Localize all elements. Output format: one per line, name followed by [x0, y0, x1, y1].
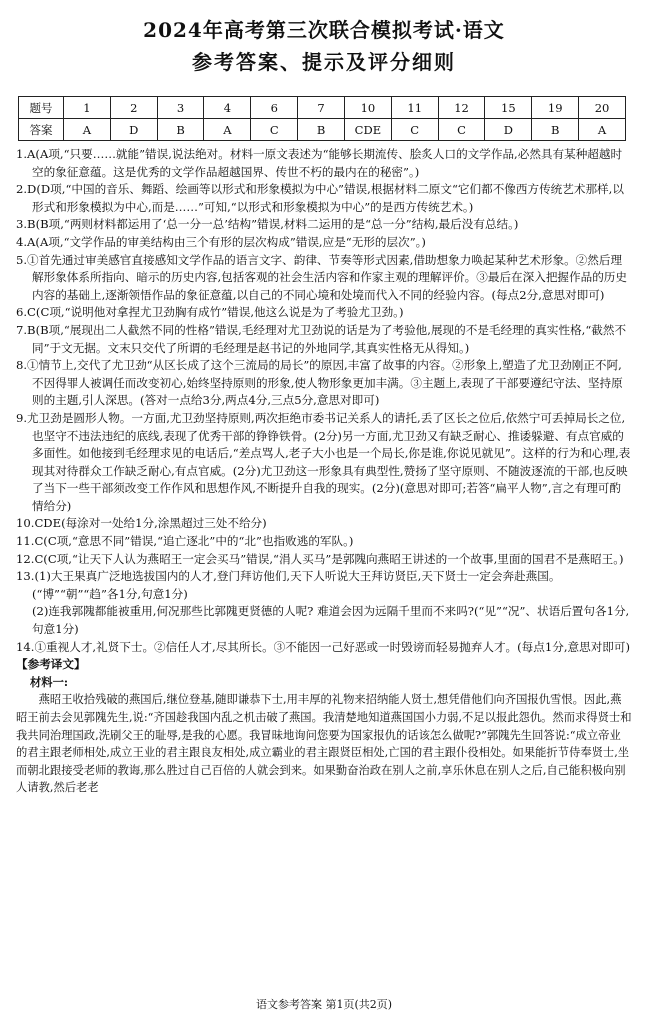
table-cell: 2 [110, 97, 157, 119]
table-cell: B [157, 119, 204, 141]
answer-item-8: 8.①情节上,交代了尤卫劲“从区长成了这个三流局的局长”的原因,丰富了故事的内容。②形象上,塑造了尤卫劲刚正不阿,不因得罪人被调任而改变初心,始终坚持原则的形象,使人物形象更加丰满。③主题上,表现了干部要遵纪守法、坚持原则的主题,引人深思。(答对一点给3分,两点4分,三点5分,意思对即可) [16, 358, 623, 408]
table-cell: 20 [579, 97, 626, 119]
answer-item-6: 6.C(C项,“说明他对拿捏尤卫劲胸有成竹”错误,他这么说是为了考验尤卫劲。) [16, 305, 404, 320]
answer-explanations [16, 146, 632, 797]
table-cell: 19 [532, 97, 579, 119]
table-cell: C [251, 119, 298, 141]
page-footer: 语文参考答案 第1页(共2页) [255, 998, 393, 1011]
page-subtitle: 参考答案、提示及评分细则 [192, 50, 456, 74]
table-cell: D [485, 119, 532, 141]
table-row-answers [19, 119, 626, 141]
table-cell: 12 [438, 97, 485, 119]
answer-item-7: 7.B(B项,“展现出二人截然不同的性格”错误,毛经理对尤卫劲说的话是为了考验他,展现的不是毛经理的真实性格,“截然不同”于文无据。文末只交代了所谓的毛经理是赵书记的外地同学,其真实性格无从得知。) [16, 322, 627, 355]
table-row-numbers [19, 97, 626, 119]
table-cell: A [204, 119, 251, 141]
answer-item-1: 1.A(A项,“只要……就能”错误,说法绝对。材料一原文表述为“能够长期流传、脍炙人口的文学作品,必然具有某种超越时空的象征意蕴。这是优秀的文学作品超越国界、传世不朽的最内在的秘密”。) [16, 147, 623, 179]
translation-heading: 材料一: [30, 674, 69, 689]
answer-item-13: 13.(1)大王果真广泛地选拔国内的人才,登门拜访他们,天下人听说大王拜访贤臣,天下贤士一定会奔赴燕国。(“博”“朝”“趋”各1分,句意1分) (2)连我郭隗都能被重用,何况那些比郭隗更贤德的人呢? 难道会因为远隔千里而不来吗?(“见”“况”、状语后置句各1分,句意1分) [16, 569, 630, 637]
table-cell: 11 [391, 97, 438, 119]
translation-paragraph: 燕昭王收拾残破的燕国后,继位登基,随即谦恭下士,用丰厚的礼物来招纳能人贤士,想凭借他们向齐国报仇雪恨。因此,燕昭王前去会见郭隗先生,说:“齐国趁我国内乱之机击破了燕国。我清楚地知道燕国国小力弱,不足以报此怨仇。然而求得贤士和我共同治理国政,洗刷父王的耻辱,是我的心愿。我冒昧地询问您要为国家报仇的话该怎么做呢?”郭隗先生回答说:“成立帝业的君主跟老师相处,成立王业的君主跟良友相处,成立霸业的君主跟贤臣相处,亡国的君主跟仆役相处。如果能折节侍奉贤士,坐而朝北跟接受老师的教诲,那么胜过自己百倍的人就会到来。如果勤奋治政在别人之前,享乐休息在别人之后,自己能积极向别人请教,然后老老 [16, 693, 632, 795]
table-cell: 7 [298, 97, 345, 119]
answer-item-3: 3.B(B项,“两则材料都运用了‘总一分一总’结构”错误,材料二运用的是“总一分”结构,最后没有总结。) [16, 217, 519, 232]
table-cell: 10 [344, 97, 391, 119]
answer-table [18, 96, 626, 141]
answer-item-5: 5.①首先通过审美感官直接感知文学作品的语言文字、韵律、节奏等形式因素,借助想象力唤起某种艺术形象。②然后理解形象体系所指向、暗示的历史内容,包括客观的社会生活内容和作家主观的理解评价。③最后在深入把握作品的历史内容的基础上,逐渐领悟作品的象征意蕴,以自己的不同心境和处境而代入不同的经验内容。(每点2分,意思对即可) [16, 252, 627, 302]
table-cell: A [579, 119, 626, 141]
answer-item-9: 9.尤卫劲是圆形人物。一方面,尤卫劲坚持原则,两次拒绝市委书记关系人的请托,丢了区长之位后,依然宁可丢掉局长之位,也坚守不违法违纪的底线,表现了优秀干部的铮铮铁骨。(2分)另一方面,尤卫劲又有缺乏耐心、推诿躲避、有点官威的多面性。如他接到毛经理求见的电话后,“差点骂人,老子大小也是一个局长,你是谁,你说见就见”。这样的行为和心理,表现其对待群众工作缺乏耐心,有点官威。(2分)尤卫劲这一形象具有典型性,赞扬了坚守原则、不随波逐流的干部,也反映了当下一些干部须改变工作作风和思想作风,不断提升自我的现实。(2分)(意思对即可;若答“扁平人物”,言之有理可酌情给分) [16, 410, 631, 513]
table-header-number: 题号 [19, 97, 64, 119]
answer-item-12: 12.C(C项,“让天下人认为燕昭王一定会买马”错误,“涓人买马”是郭隗向燕昭王讲述的一个故事,里面的国君不是燕昭王。) [16, 551, 624, 566]
answer-item-14: 14.①重视人才,礼贤下士。②信任人才,尽其所长。③不能因一己好恶或一时毁谤而轻易抛弃人才。(每点1分,意思对即可) [16, 639, 631, 654]
table-cell: 1 [64, 97, 111, 119]
table-cell: C [391, 119, 438, 141]
table-header-answer: 答案 [19, 119, 64, 141]
table-cell: C [438, 119, 485, 141]
table-cell: CDE [344, 119, 391, 141]
page-title: 2024年高考第三次联合模拟考试·语文 [143, 18, 505, 42]
table-cell: 6 [251, 97, 298, 119]
table-cell: 4 [204, 97, 251, 119]
table-cell: B [298, 119, 345, 141]
translation-section-title: 【参考译文】 [16, 657, 86, 672]
answer-item-2: 2.D(D项,“中国的音乐、舞蹈、绘画等以形式和形象模拟为中心”错误,根据材料二原文“它们都不像西方传统艺术那样,以形式和形象模拟为中心,而是……”可知,“以形式和形象模拟为中心”的是西方传统艺术。) [16, 182, 624, 214]
answer-item-10: 10.CDE(每涂对一处给1分,涂黑超过三处不给分) [16, 516, 267, 531]
answer-item-4: 4.A(A项,“文学作品的审美结构由三个有形的层次构成”错误,应是“无形的层次”。) [16, 234, 426, 249]
table-cell: D [110, 119, 157, 141]
table-cell: 15 [485, 97, 532, 119]
table-cell: A [64, 119, 111, 141]
table-cell: 3 [157, 97, 204, 119]
table-cell: B [532, 119, 579, 141]
answer-item-11: 11.C(C项,“意思不同”错误,“追亡逐北”中的“北”也指败逃的军队。) [16, 534, 354, 549]
